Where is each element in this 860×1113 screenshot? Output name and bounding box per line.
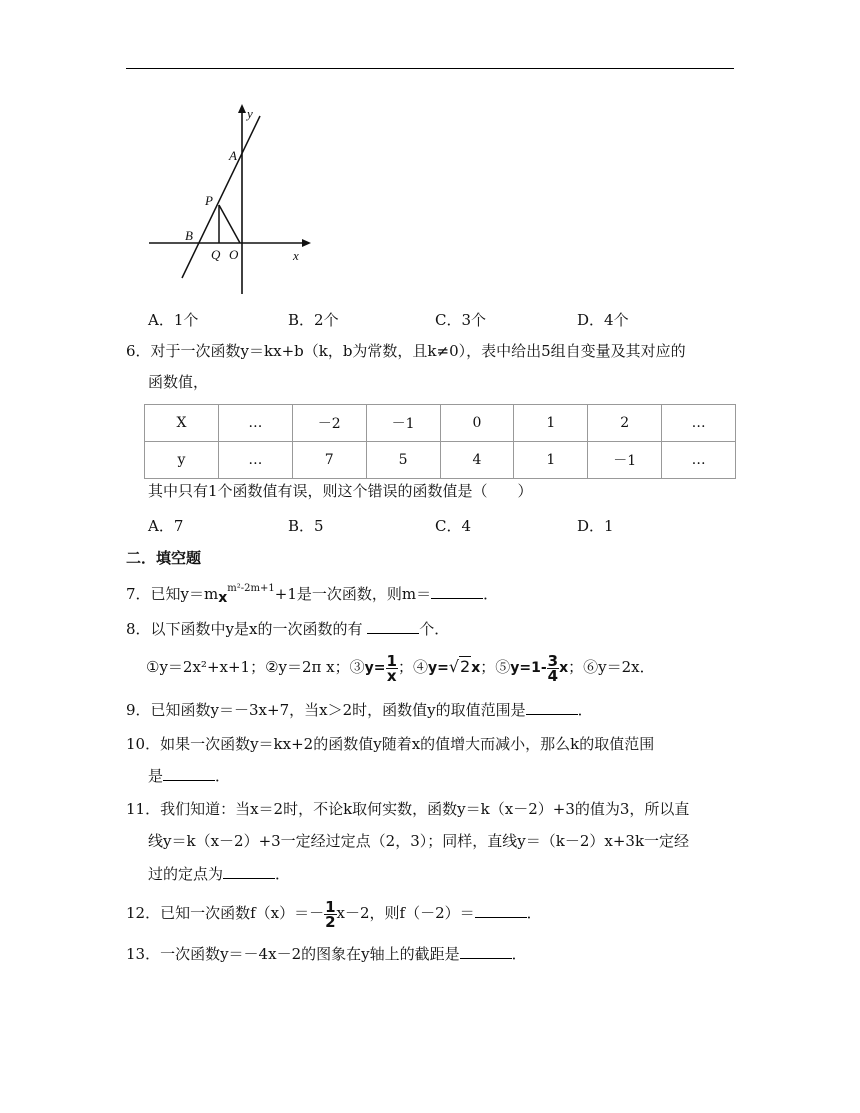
label-p: P: [205, 193, 213, 208]
q6-option-c: C．4: [435, 517, 472, 535]
q7: [126, 584, 498, 607]
label-x: x: [293, 248, 299, 263]
q5-option-a: A．1个: [148, 311, 199, 329]
q7-exponent: m²-2m+1: [227, 583, 275, 594]
q13-end: ．: [511, 945, 527, 963]
q6-line1: 6．对于一次函数y＝kx+b（k，b为常数，且k≠0），表中给出5组自变量及其对应的: [126, 342, 686, 360]
q8-end: 个．: [419, 620, 450, 638]
answer-blank: [475, 903, 527, 918]
q10-end: ．: [215, 767, 231, 785]
fraction-denominator: 4: [547, 666, 559, 685]
q8-f4-y: y=: [427, 660, 449, 676]
q8-part2: ；④: [397, 658, 428, 676]
q8-text: 8．以下函数中y是x的一次函数的有: [126, 620, 363, 638]
table-cell: 1: [514, 405, 588, 442]
table-cell: …: [662, 442, 736, 479]
q12: [126, 898, 542, 929]
table-cell: X: [145, 405, 219, 442]
table-cell: …: [218, 405, 292, 442]
q11-end: ．: [275, 865, 291, 883]
fraction-numerator: 3: [547, 651, 559, 670]
answer-blank: [431, 584, 483, 599]
sqrt-radicand: 2: [460, 657, 471, 676]
table-cell: …: [218, 442, 292, 479]
answer-blank: [526, 700, 578, 715]
q5-option-c: C．3个: [435, 311, 487, 329]
q8-line1: [126, 619, 449, 639]
header-rule: [126, 68, 734, 69]
table-row-x: [145, 405, 736, 442]
table-cell: －1: [366, 405, 440, 442]
fraction-numerator: 1: [386, 651, 397, 670]
table-cell: 0: [440, 405, 514, 442]
q10-line2: [148, 766, 230, 786]
q8-f4-x: x: [471, 660, 481, 676]
answer-blank: [223, 864, 275, 879]
q10-text: 是: [148, 767, 164, 785]
q12-prefix: 12．已知一次函数f（x）＝－: [126, 904, 325, 922]
q8-functions: [146, 652, 655, 683]
q8-f3-fraction: [386, 651, 398, 685]
label-o: O: [229, 247, 239, 262]
line-ab: [182, 116, 260, 278]
table-cell: 7: [292, 442, 366, 479]
q13: [126, 944, 527, 964]
q8-part3: ；⑤: [480, 658, 511, 676]
coordinate-figure: [145, 98, 320, 298]
answer-blank: [367, 619, 419, 634]
table-cell: …: [662, 405, 736, 442]
label-q: Q: [211, 247, 221, 262]
q12-end: ．: [526, 904, 542, 922]
q5-option-d: D．4个: [577, 311, 629, 329]
q12-mid: x－2，则f（－2）＝: [336, 904, 475, 922]
q9: [126, 700, 593, 720]
q5-option-b: B．2个: [288, 311, 339, 329]
table-cell: 1: [514, 442, 588, 479]
q8-f5-fraction: [547, 651, 559, 685]
label-a: A: [229, 148, 237, 163]
sqrt-symbol: √2: [448, 657, 471, 676]
q11-line3: [148, 864, 290, 884]
q7-x: x: [218, 590, 228, 606]
q6-option-a: A．7: [148, 517, 184, 535]
q11-line1: 11．我们知道：当x＝2时，不论k取何实数，函数y＝k（x－2）+3的值为3，所以直: [126, 800, 690, 818]
answer-blank: [163, 766, 215, 781]
table-cell: －2: [292, 405, 366, 442]
q11-line2: 线y＝k（x－2）+3一定经过定点（2，3）；同样，直线y＝（k－2）x+3k一定经: [148, 832, 690, 850]
fraction-denominator: x: [386, 666, 397, 685]
q13-text: 13．一次函数y＝－4x－2的图象在y轴上的截距是: [126, 945, 460, 963]
q11-text: 过的定点为: [148, 865, 224, 883]
table-cell: －1: [588, 442, 662, 479]
q7-prefix: 7．已知y＝m: [126, 585, 219, 603]
q7-end: ．: [483, 585, 499, 603]
answer-blank: [460, 944, 512, 959]
section-title: 二．填空题: [126, 549, 202, 567]
table-cell: 5: [366, 442, 440, 479]
fraction-denominator: 2: [325, 912, 336, 931]
q8-f5-x: x: [559, 660, 569, 676]
q10-line1: 10．如果一次函数y＝kx+2的函数值y随着x的值增大而减小，那么k的取值范围: [126, 735, 655, 753]
table-cell: 2: [588, 405, 662, 442]
q8-f3-y: y=: [364, 660, 386, 676]
table-cell: y: [145, 442, 219, 479]
q9-end: ．: [577, 701, 593, 719]
label-b: B: [185, 228, 193, 243]
segment-po: [219, 205, 240, 243]
table-cell: 4: [440, 442, 514, 479]
q8-f5-pre: y=1-: [510, 660, 547, 676]
q8-part4: ；⑥y＝2x．: [568, 658, 655, 676]
table-row-y: [145, 442, 736, 479]
q6-option-b: B．5: [288, 517, 324, 535]
q8-part1: ①y＝2x²+x+1；②y＝2π x；③: [146, 658, 365, 676]
q6-line2: 函数值，: [148, 373, 209, 391]
x-axis-arrow: [302, 239, 311, 247]
q6-option-d: D．1: [577, 517, 614, 535]
label-y: y: [247, 106, 253, 121]
q6-after: 其中只有1个函数值有误，则这个错误的函数值是（ ）: [148, 482, 533, 500]
y-axis-arrow: [238, 104, 246, 113]
q9-text: 9．已知函数y＝－3x+7，当x＞2时，函数值y的取值范围是: [126, 701, 526, 719]
q12-fraction: [324, 897, 336, 931]
q6-table: [144, 404, 736, 479]
fraction-numerator: 1: [325, 897, 336, 916]
q7-suffix: +1是一次函数，则m＝: [274, 585, 432, 603]
